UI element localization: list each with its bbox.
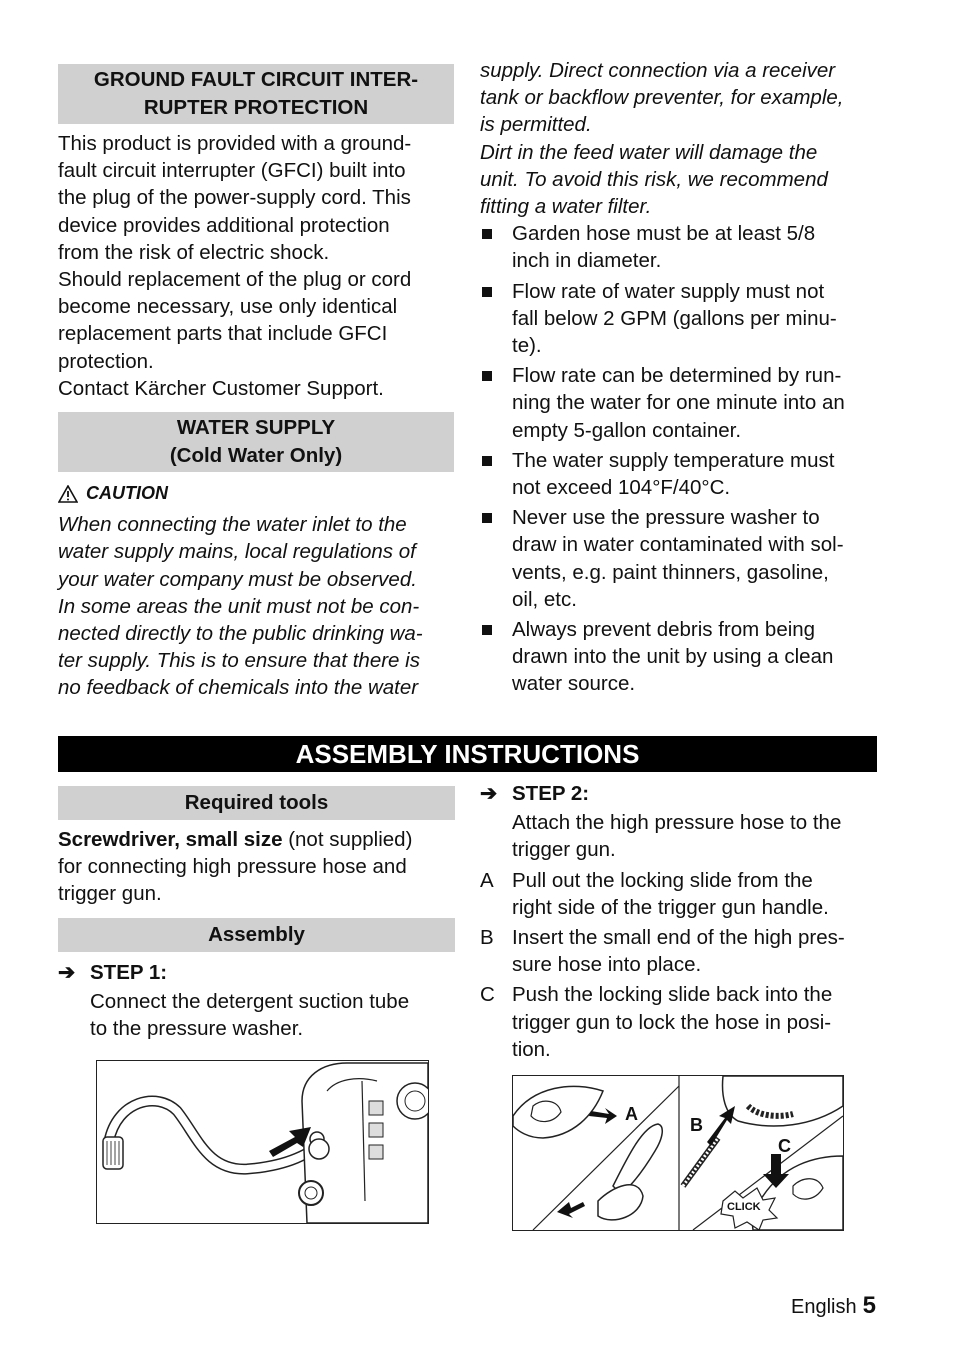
arrow-right-icon: ➔ — [58, 960, 76, 984]
list-item: Always prevent debris from being drawn into the unit by using a clean water source. — [480, 616, 880, 698]
detergent-tube-illustration — [97, 1061, 428, 1223]
required-tools-heading: Required tools — [58, 786, 455, 820]
gfci-paragraph-3: Contact Kärcher Customer Support. — [58, 376, 384, 400]
left-column-bottom — [58, 786, 455, 1042]
arrow-right-icon: ➔ — [480, 782, 498, 805]
assembly-heading: Assembly — [58, 918, 455, 952]
right-column-top — [480, 57, 880, 701]
page-footer — [791, 1292, 876, 1320]
left-column-top — [58, 64, 454, 702]
step-1-label: ➔ STEP 1: — [58, 959, 455, 986]
substep-c: C Push the locking slide back into the trigger gun to lock the hose in posi- tion. — [480, 983, 833, 1061]
list-item: Flow rate of water supply must not fall below 2 GPM (gallons per minu- te). — [480, 278, 880, 360]
right-column-bottom — [480, 780, 880, 1066]
figure-label-c: C — [778, 1136, 791, 1156]
gfci-paragraph-1: This product is provided with a ground- fault circuit interrupter (GFCI) built into the plug of the power-supply cord. This device provides additional protection from the risk of electric shock. — [58, 132, 412, 264]
list-item: Garden hose must be at least 5/8 inch in diameter. — [480, 220, 880, 274]
list-item: Flow rate can be determined by run- ning the water for one minute into an empty 5-gallon container. — [480, 362, 880, 444]
step-1-text: Connect the detergent suction tube to the pressure washer. — [90, 989, 410, 1041]
footer-language: English — [791, 1296, 857, 1318]
trigger-gun-illustration — [513, 1076, 843, 1230]
caution-text: When connecting the water inlet to the water supply mains, local regulations of your water company must be observed. In some areas the unit must not be con- nected directly to the public drinking wa- ter supply. This is to ensure that there is no feedback of chemicals into the water — [58, 513, 423, 700]
gfci-paragraph-2: Should replacement of the plug or cord become necessary, use only identical replacement parts that include GFCI protection. — [58, 268, 412, 373]
warning-triangle-icon — [58, 485, 78, 503]
list-item: The water supply temperature must not exceed 104°F/40°C. — [480, 447, 880, 501]
figure-trigger-gun-hose — [512, 1075, 844, 1231]
step-2-label: ➔ STEP 2: — [480, 780, 880, 807]
water-supply-bullets — [480, 220, 880, 697]
substep-b: B Insert the small end of the high pres- sure hose into place. — [480, 926, 845, 977]
click-label: CLICK — [727, 1201, 761, 1213]
step-2-text: Attach the high pressure hose to the trigger gun. — [512, 811, 842, 862]
caution-label: CAUTION — [58, 480, 454, 507]
substep-a: A Pull out the locking slide from the right side of the trigger gun handle. — [480, 868, 829, 919]
caution-text-continued: supply. Direct connection via a receiver tank or backflow preventer, for example, is permitted. Dirt in the feed water will damage the unit. To avoid this risk, we recommend fitting a water filter. — [480, 59, 844, 219]
list-item: Never use the pressure washer to draw in water contaminated with sol- vents, e.g. paint thinners, gasoline, oil, etc. — [480, 504, 880, 613]
water-supply-heading: WATER SUPPLY (Cold Water Only) — [58, 412, 454, 472]
assembly-instructions-banner: ASSEMBLY INSTRUCTIONS — [58, 736, 877, 772]
figure-detergent-suction-tube — [96, 1060, 429, 1224]
required-tools-text: Screwdriver, small size (not supplied) for connecting high pressure hose and trigger gun. — [58, 828, 413, 906]
gfci-heading: GROUND FAULT CIRCUIT INTER- RUPTER PROTECTION — [58, 64, 454, 124]
figure-label-a: A — [625, 1104, 638, 1124]
page-number: 5 — [862, 1292, 876, 1319]
figure-label-b: B — [690, 1115, 703, 1135]
